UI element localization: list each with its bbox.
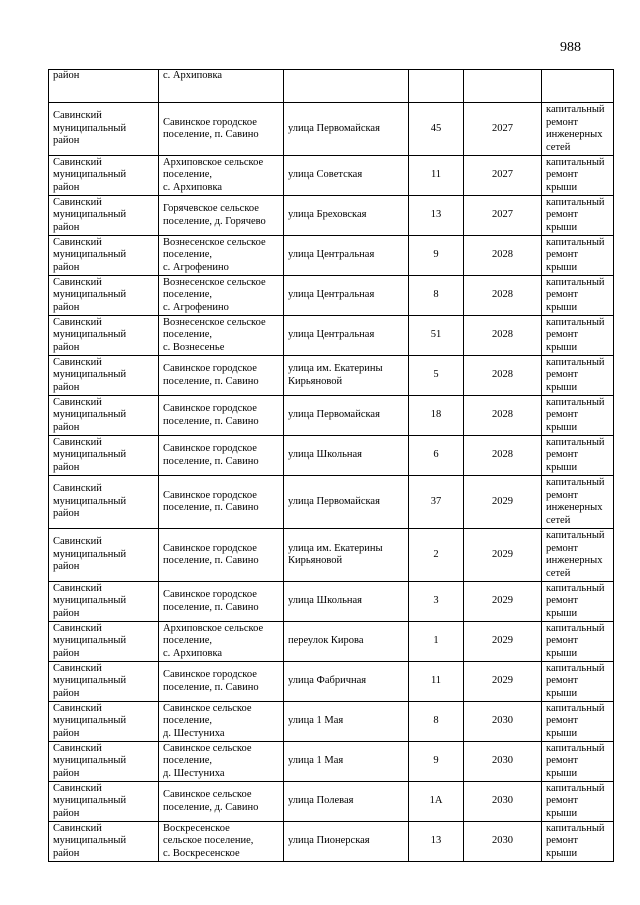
cell-district: Савинский муниципальный район xyxy=(49,356,159,396)
cell-settlement: Савинское городское поселение, п. Савино xyxy=(159,103,284,156)
housing-repair-table-wrap xyxy=(48,69,613,862)
cell-district: Савинский муниципальный район xyxy=(49,742,159,782)
cell-work: капитальный ремонт крыши xyxy=(542,662,614,702)
cell-street: улица Центральная xyxy=(284,276,409,316)
cell-settlement: Савинское сельское поселение, д. Шестуниха xyxy=(159,702,284,742)
cell-district: Савинский муниципальный район xyxy=(49,529,159,582)
cell-year: 2030 xyxy=(464,742,542,782)
cell-street: улица Бреховская xyxy=(284,196,409,236)
cell-settlement: с. Архиповка xyxy=(159,70,284,103)
cell-work: капитальный ремонт крыши xyxy=(542,702,614,742)
cell-work: капитальный ремонт крыши xyxy=(542,396,614,436)
cell-house: 9 xyxy=(409,236,464,276)
table-row xyxy=(49,529,614,582)
cell-year: 2029 xyxy=(464,476,542,529)
cell-work: капитальный ремонт инженерных сетей xyxy=(542,103,614,156)
cell-street: улица Фабричная xyxy=(284,662,409,702)
table-row xyxy=(49,436,614,476)
table-row xyxy=(49,156,614,196)
table-row xyxy=(49,822,614,862)
table-row xyxy=(49,236,614,276)
cell-settlement: Савинское городское поселение, п. Савино xyxy=(159,582,284,622)
table-row xyxy=(49,782,614,822)
cell-year: 2029 xyxy=(464,622,542,662)
cell-year: 2030 xyxy=(464,822,542,862)
cell-district: Савинский муниципальный район xyxy=(49,702,159,742)
cell-street: улица Центральная xyxy=(284,236,409,276)
cell-work: капитальный ремонт крыши xyxy=(542,276,614,316)
cell-settlement: Савинское городское поселение, п. Савино xyxy=(159,529,284,582)
cell-district: Савинский муниципальный район xyxy=(49,822,159,862)
table-row xyxy=(49,622,614,662)
cell-year: 2028 xyxy=(464,396,542,436)
cell-district: Савинский муниципальный район xyxy=(49,276,159,316)
cell-work: капитальный ремонт крыши xyxy=(542,742,614,782)
cell-street: улица Школьная xyxy=(284,436,409,476)
cell-street: улица 1 Мая xyxy=(284,702,409,742)
cell-settlement: Савинское городское поселение, п. Савино xyxy=(159,436,284,476)
cell-district: Савинский муниципальный район xyxy=(49,196,159,236)
cell-house xyxy=(409,70,464,103)
cell-house: 6 xyxy=(409,436,464,476)
cell-street: переулок Кирова xyxy=(284,622,409,662)
table-row xyxy=(49,196,614,236)
cell-work: капитальный ремонт крыши xyxy=(542,436,614,476)
cell-street xyxy=(284,70,409,103)
cell-work xyxy=(542,70,614,103)
cell-house: 13 xyxy=(409,822,464,862)
cell-year: 2028 xyxy=(464,316,542,356)
cell-year: 2029 xyxy=(464,529,542,582)
cell-settlement: Горячевское сельское поселение, д. Горячево xyxy=(159,196,284,236)
table-row xyxy=(49,103,614,156)
page-number: 988 xyxy=(560,40,581,55)
cell-district: Савинский муниципальный район xyxy=(49,103,159,156)
cell-settlement: Савинское городское поселение, п. Савино xyxy=(159,396,284,436)
cell-work: капитальный ремонт инженерных сетей xyxy=(542,529,614,582)
cell-settlement: Архиповское сельское поселение, с. Архиповка xyxy=(159,622,284,662)
cell-house: 8 xyxy=(409,276,464,316)
cell-district: район xyxy=(49,70,159,103)
cell-house: 1А xyxy=(409,782,464,822)
cell-street: улица Первомайская xyxy=(284,103,409,156)
cell-year: 2028 xyxy=(464,356,542,396)
cell-work: капитальный ремонт крыши xyxy=(542,316,614,356)
cell-district: Савинский муниципальный район xyxy=(49,316,159,356)
table-row xyxy=(49,702,614,742)
cell-district: Савинский муниципальный район xyxy=(49,782,159,822)
cell-settlement: Вознесенское сельское поселение, с. Агрофенино xyxy=(159,236,284,276)
cell-work: капитальный ремонт крыши xyxy=(542,622,614,662)
cell-district: Савинский муниципальный район xyxy=(49,582,159,622)
cell-street: улица Первомайская xyxy=(284,396,409,436)
table-row xyxy=(49,582,614,622)
cell-settlement: Воскресенское сельское поселение, с. Воскресенское xyxy=(159,822,284,862)
cell-year: 2027 xyxy=(464,156,542,196)
cell-year: 2028 xyxy=(464,276,542,316)
cell-year: 2030 xyxy=(464,702,542,742)
cell-year: 2029 xyxy=(464,662,542,702)
cell-year: 2027 xyxy=(464,196,542,236)
cell-year: 2027 xyxy=(464,103,542,156)
cell-year: 2029 xyxy=(464,582,542,622)
table-row xyxy=(49,662,614,702)
cell-district: Савинский муниципальный район xyxy=(49,622,159,662)
cell-work: капитальный ремонт крыши xyxy=(542,196,614,236)
cell-street: улица Школьная xyxy=(284,582,409,622)
cell-district: Савинский муниципальный район xyxy=(49,476,159,529)
cell-settlement: Савинское сельское поселение, д. Шестуниха xyxy=(159,742,284,782)
cell-settlement: Архиповское сельское поселение, с. Архиповка xyxy=(159,156,284,196)
cell-work: капитальный ремонт инженерных сетей xyxy=(542,476,614,529)
cell-work: капитальный ремонт крыши xyxy=(542,782,614,822)
cell-work: капитальный ремонт крыши xyxy=(542,582,614,622)
cell-house: 51 xyxy=(409,316,464,356)
cell-street: улица Центральная xyxy=(284,316,409,356)
cell-district: Савинский муниципальный район xyxy=(49,662,159,702)
cell-work: капитальный ремонт крыши xyxy=(542,236,614,276)
cell-house: 11 xyxy=(409,156,464,196)
cell-street: улица Советская xyxy=(284,156,409,196)
cell-street: улица им. Екатерины Кирьяновой xyxy=(284,356,409,396)
table-row xyxy=(49,316,614,356)
table-row xyxy=(49,742,614,782)
cell-settlement: Вознесенское сельское поселение, с. Вознесенье xyxy=(159,316,284,356)
cell-settlement: Савинское городское поселение, п. Савино xyxy=(159,662,284,702)
cell-work: капитальный ремонт крыши xyxy=(542,822,614,862)
cell-house: 9 xyxy=(409,742,464,782)
cell-settlement: Савинское городское поселение, п. Савино xyxy=(159,356,284,396)
cell-street: улица им. Екатерины Кирьяновой xyxy=(284,529,409,582)
cell-year: 2028 xyxy=(464,236,542,276)
cell-district: Савинский муниципальный район xyxy=(49,396,159,436)
table-row xyxy=(49,276,614,316)
cell-street: улица Пионерская xyxy=(284,822,409,862)
table-row xyxy=(49,396,614,436)
table-row xyxy=(49,356,614,396)
cell-district: Савинский муниципальный район xyxy=(49,236,159,276)
cell-house: 45 xyxy=(409,103,464,156)
cell-house: 13 xyxy=(409,196,464,236)
cell-year: 2028 xyxy=(464,436,542,476)
cell-house: 18 xyxy=(409,396,464,436)
cell-district: Савинский муниципальный район xyxy=(49,436,159,476)
cell-house: 37 xyxy=(409,476,464,529)
cell-street: улица 1 Мая xyxy=(284,742,409,782)
cell-year: 2030 xyxy=(464,782,542,822)
cell-house: 5 xyxy=(409,356,464,396)
cell-work: капитальный ремонт крыши xyxy=(542,356,614,396)
cell-settlement: Савинское сельское поселение, д. Савино xyxy=(159,782,284,822)
cell-year xyxy=(464,70,542,103)
cell-work: капитальный ремонт крыши xyxy=(542,156,614,196)
cell-settlement: Савинское городское поселение, п. Савино xyxy=(159,476,284,529)
table-row xyxy=(49,476,614,529)
cell-house: 2 xyxy=(409,529,464,582)
table-row-continued xyxy=(49,70,614,103)
cell-house: 11 xyxy=(409,662,464,702)
cell-district: Савинский муниципальный район xyxy=(49,156,159,196)
cell-street: улица Полевая xyxy=(284,782,409,822)
cell-house: 1 xyxy=(409,622,464,662)
housing-repair-table xyxy=(48,69,614,862)
cell-settlement: Вознесенское сельское поселение, с. Агрофенино xyxy=(159,276,284,316)
cell-house: 3 xyxy=(409,582,464,622)
cell-house: 8 xyxy=(409,702,464,742)
cell-street: улица Первомайская xyxy=(284,476,409,529)
